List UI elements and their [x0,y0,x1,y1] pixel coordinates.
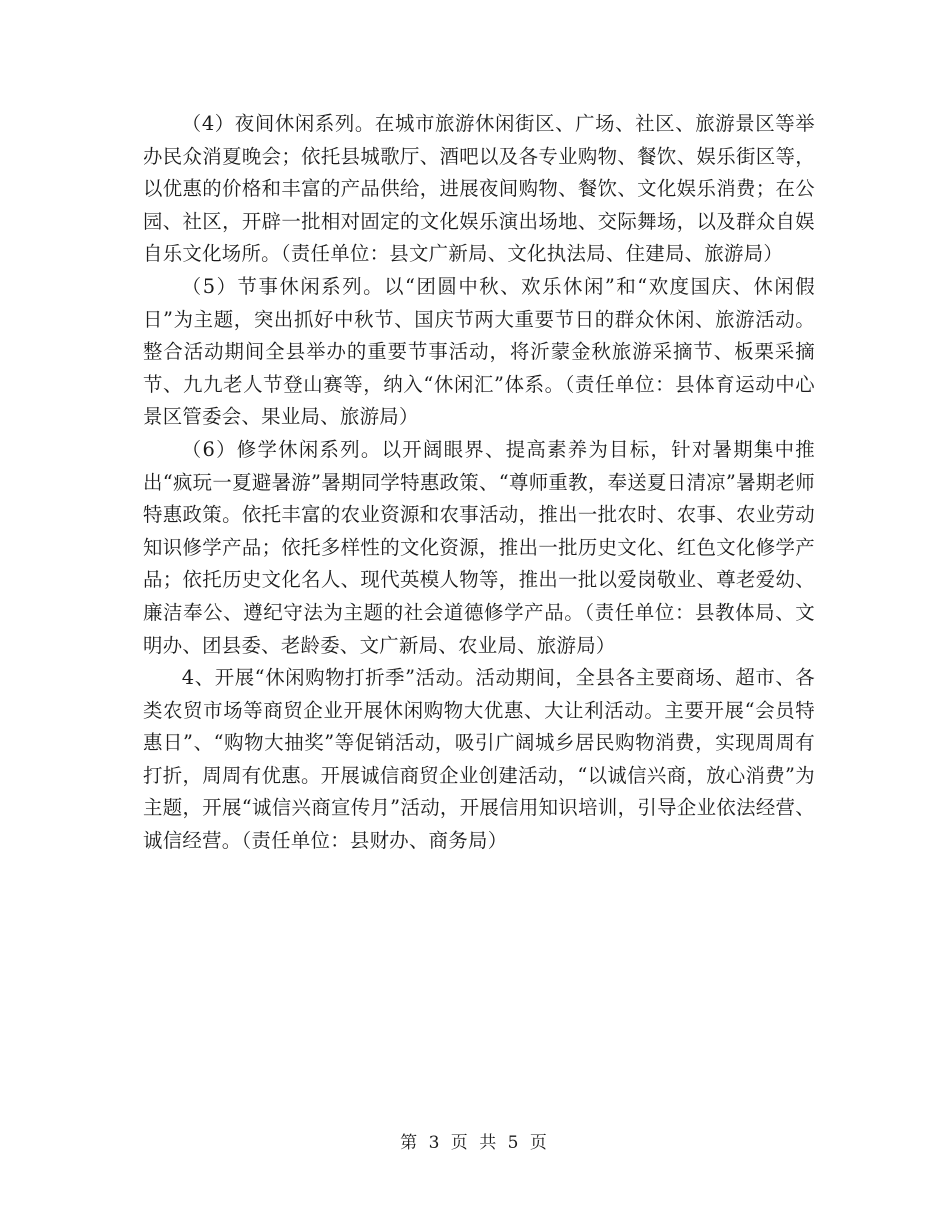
paragraph-shopping-discount: 4、开展“休闲购物打折季”活动。活动期间，全县各主要商场、超市、各类农贸市场等商贸企业开展休闲购物大优惠、大让利活动。主要开展“会员特惠日”、“购物大抽奖”等促销活动，吸引广阔城乡居民购物消费，实现周周有打折，周周有优惠。开展诚信商贸企业创建活动，“以诚信兴商，放心消费”为主题，开展“诚信兴商宣传月”活动，开展信用知识培训，引导企业依法经营、诚信经营。（责任单位：县财办、商务局） [143,666,815,853]
page-number-footer: 第 3 页 共 5 页 [400,1133,550,1153]
paragraph-study-leisure: （6）修学休闲系列。以开阔眼界、提高素养为目标，针对暑期集中推出“疯玩一夏避暑游”暑期同学特惠政策、“尊师重教，奉送夏日清凉”暑期老师特惠政策。依托丰富的农业资源和农事活动，推出一批农时、农事、农业劳动知识修学产品；依托多样性的文化资源，推出一批历史文化、红色文化修学产品；依托历史文化名人、现代英模人物等，推出一批以爱岗敬业、尊老爱幼、廉洁奉公、遵纪守法为主题的社会道德修学产品。（责任单位：县教体局、文明办、团县委、老龄委、文广新局、农业局、旅游局） [143,437,815,657]
document-body [143,108,815,858]
paragraph-night-leisure: （4）夜间休闲系列。在城市旅游休闲街区、广场、社区、旅游景区等举办民众消夏晚会；依托县城歌厅、酒吧以及各专业购物、餐饮、娱乐街区等，以优惠的价格和丰富的产品供给，进展夜间购物、餐饮、文化娱乐消费；在公园、社区，开辟一批相对固定的文化娱乐演出场地、交际舞场，以及群众自娱自乐文化场所。（责任单位：县文广新局、文化执法局、住建局、旅游局） [143,112,815,266]
paragraph-festival-leisure: （5）节事休闲系列。以“团圆中秋、欢乐休闲”和“欢度国庆、休闲假日”为主题，突出抓好中秋节、国庆节两大重要节日的群众休闲、旅游活动。整合活动期间全县举办的重要节事活动，将沂蒙金秋旅游采摘节、板栗采摘节、九九老人节登山赛等，纳入“休闲汇”体系。（责任单位：县体育运动中心景区管委会、果业局、旅游局） [143,274,815,429]
